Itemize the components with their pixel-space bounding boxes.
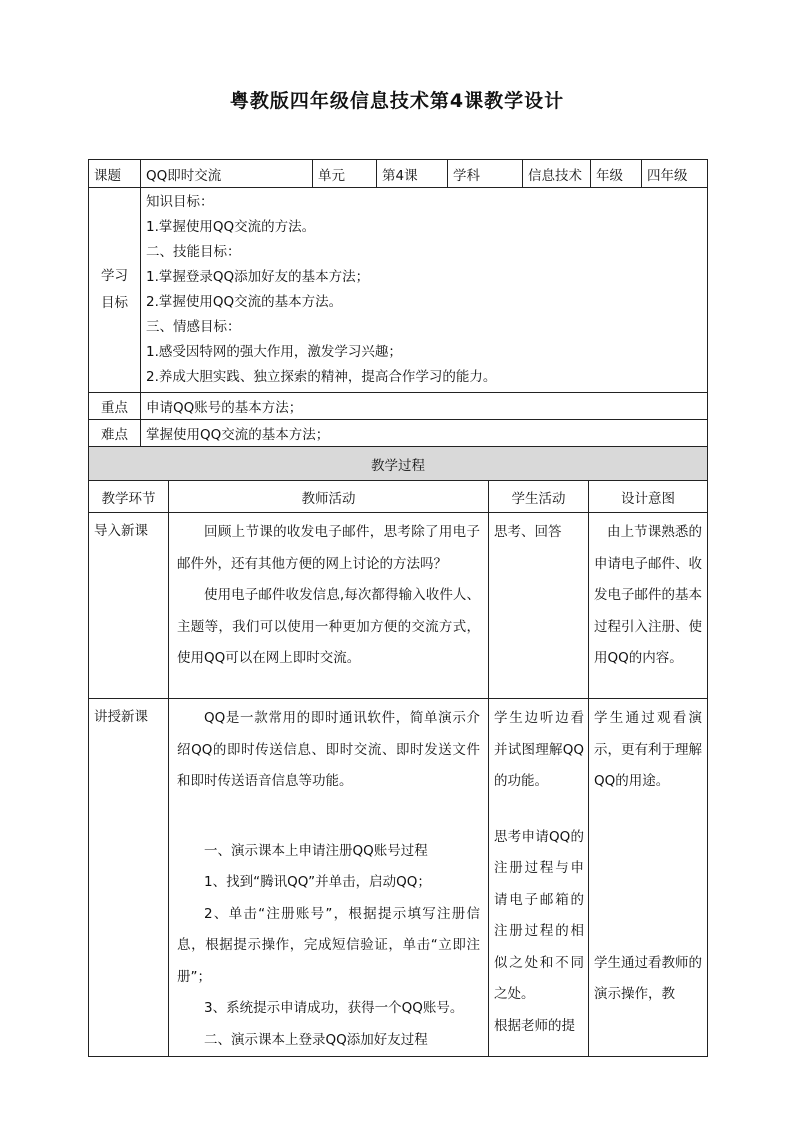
intro-intent-text: 由上节课熟悉的申请电子邮件、收发电子邮件的基本过程引入注册、使用QQ的内容。 <box>594 524 702 666</box>
objectives-content <box>141 188 708 393</box>
objective-line: 2.掌握使用QQ交流的基本方法。 <box>146 294 343 310</box>
lecture-teacher <box>169 699 489 1057</box>
process-section-title: 教学过程 <box>89 447 708 481</box>
unit-label: 单元 <box>313 160 377 188</box>
topic-value: QQ即时交流 <box>141 160 313 188</box>
topic-label: 课题 <box>89 160 141 188</box>
lecture-student-2: 思考申请QQ的注册过程与申请电子邮箱的注册过程的相似之处和不同之处。 <box>494 828 584 1002</box>
objectives-label <box>89 188 141 393</box>
lecture-teacher-h2: 二、演示课本上登录QQ添加好友过程 <box>204 1031 428 1048</box>
key-point-row <box>89 393 708 420</box>
subject-label: 学科 <box>448 160 523 188</box>
subject-value: 信息技术 <box>523 160 591 188</box>
document-title: 粤教版四年级信息技术第4课教学设计 <box>229 90 565 112</box>
lecture-row <box>89 699 708 1057</box>
intro-student <box>489 513 589 699</box>
lecture-student-1: 学生边听边看并试图理解QQ的功能。 <box>494 710 584 789</box>
process-header-row <box>89 481 708 513</box>
objectives-row <box>89 188 708 393</box>
lesson-info-table <box>88 159 708 447</box>
objective-line: 二、技能目标： <box>146 244 241 260</box>
objective-line: 三、情感目标： <box>146 319 241 335</box>
column-header-student: 学生活动 <box>489 481 589 513</box>
objective-line: 1.掌握使用QQ交流的方法。 <box>146 219 316 235</box>
intro-student-text: 思考、回答 <box>494 524 562 540</box>
column-header-intent: 设计意图 <box>589 481 708 513</box>
process-title-row <box>89 447 708 481</box>
key-point-value: 申请QQ账号的基本方法； <box>141 393 708 420</box>
lecture-teacher-s1: 1、找到“腾讯QQ”并单击，启动QQ； <box>204 874 431 890</box>
difficulty-row <box>89 420 708 447</box>
column-header-stage: 教学环节 <box>89 481 169 513</box>
objectives-label-line1: 学习 <box>101 268 128 284</box>
lecture-teacher-s2: 2、单击“注册账号”，根据提示填写注册信息，根据提示操作，完成短信验证，单击“立即注册”； <box>177 905 480 985</box>
lecture-stage: 讲授新课 <box>89 699 169 1057</box>
lecture-intent-2: 学生通过看教师的演示操作，教 <box>594 954 702 1002</box>
unit-value: 第4课 <box>377 160 448 188</box>
intro-intent <box>589 513 708 699</box>
difficulty-label: 难点 <box>89 420 141 447</box>
header-row <box>89 160 708 188</box>
lecture-teacher-s3: 3、系统提示申请成功，获得一个QQ账号。 <box>204 1000 464 1016</box>
objectives-label-line2: 目标 <box>101 295 128 311</box>
lecture-student-3: 根据老师的提 <box>494 1017 575 1034</box>
grade-value: 四年级 <box>642 160 708 188</box>
column-header-teacher: 教师活动 <box>169 481 489 513</box>
objective-line: 1.感受因特网的强大作用，激发学习兴趣； <box>146 344 402 360</box>
lecture-teacher-h1: 一、演示课本上申请注册QQ账号过程 <box>204 842 428 859</box>
objective-line: 1.掌握登录QQ添加好友的基本方法； <box>146 269 370 285</box>
lecture-student <box>489 699 589 1057</box>
intro-row <box>89 513 708 699</box>
lecture-intent <box>589 699 708 1057</box>
intro-teacher-p2: 使用电子邮件收发信息,每次都得输入收件人、主题等，我们可以使用一种更加方便的交流方式，使用QQ可以在网上即时交流。 <box>177 587 480 666</box>
lecture-intent-1: 学生通过观看演示，更有利于理解QQ的用途。 <box>594 710 702 789</box>
difficulty-value: 掌握使用QQ交流的基本方法； <box>141 420 708 447</box>
objective-line: 2.养成大胆实践、独立探索的精神，提高合作学习的能力。 <box>146 369 497 385</box>
teaching-process-table <box>88 446 708 1057</box>
intro-teacher <box>169 513 489 699</box>
lecture-teacher-p1: QQ是一款常用的即时通讯软件，简单演示介绍QQ的即时传送信息、即时交流、即时发送文件和即时传送语音信息等功能。 <box>177 710 480 789</box>
key-point-label: 重点 <box>89 393 141 420</box>
objective-line: 知识目标： <box>146 194 214 210</box>
grade-label: 年级 <box>591 160 642 188</box>
intro-stage: 导入新课 <box>89 513 169 699</box>
intro-teacher-p1: 回顾上节课的收发电子邮件，思考除了用电子邮件外，还有其他方便的网上讨论的方法吗？ <box>177 524 480 572</box>
